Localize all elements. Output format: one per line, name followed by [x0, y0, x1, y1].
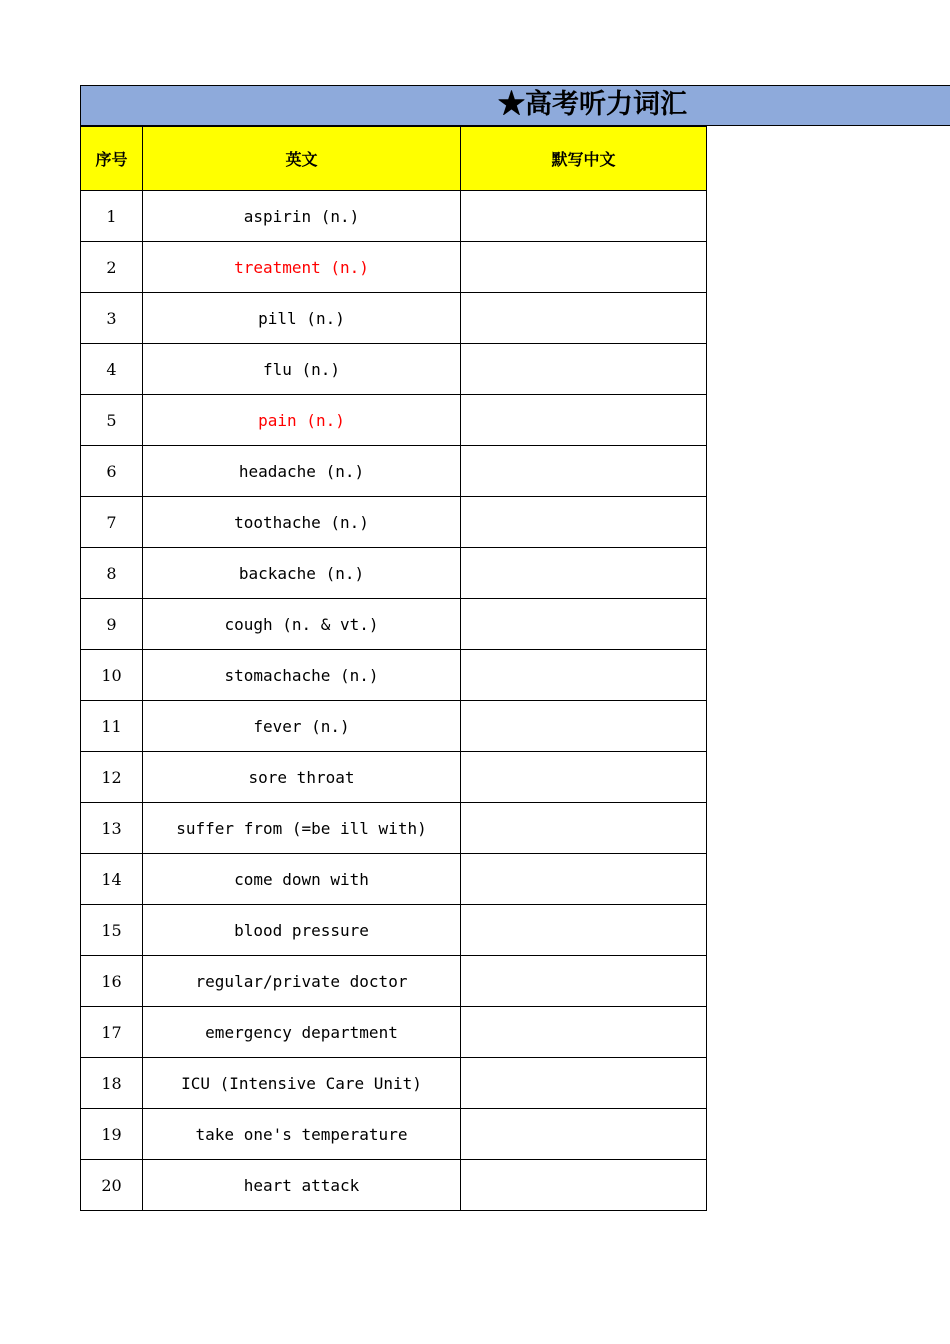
- row-number: 3: [81, 293, 143, 344]
- english-term: sore throat: [143, 752, 461, 803]
- row-number: 17: [81, 1007, 143, 1058]
- table-row: [81, 395, 707, 446]
- row-number: 5: [81, 395, 143, 446]
- english-term: toothache (n.): [143, 497, 461, 548]
- english-term: fever (n.): [143, 701, 461, 752]
- table-row: [81, 1160, 707, 1211]
- chinese-answer-cell[interactable]: [461, 446, 707, 497]
- table-row: [81, 854, 707, 905]
- table-row: [81, 599, 707, 650]
- chinese-answer-cell[interactable]: [461, 1058, 707, 1109]
- row-number: 10: [81, 650, 143, 701]
- table-row: [81, 293, 707, 344]
- table-row: [81, 650, 707, 701]
- row-number: 14: [81, 854, 143, 905]
- row-number: 16: [81, 956, 143, 1007]
- english-term: regular/private doctor: [143, 956, 461, 1007]
- chinese-answer-cell[interactable]: [461, 650, 707, 701]
- chinese-answer-cell[interactable]: [461, 599, 707, 650]
- chinese-answer-cell[interactable]: [461, 752, 707, 803]
- english-term: cough (n. & vt.): [143, 599, 461, 650]
- chinese-answer-cell[interactable]: [461, 497, 707, 548]
- table-row: [81, 803, 707, 854]
- english-term: ICU (Intensive Care Unit): [143, 1058, 461, 1109]
- english-term: backache (n.): [143, 548, 461, 599]
- chinese-answer-cell[interactable]: [461, 956, 707, 1007]
- row-number: 13: [81, 803, 143, 854]
- chinese-answer-cell[interactable]: [461, 1109, 707, 1160]
- english-term: aspirin (n.): [143, 191, 461, 242]
- row-number: 9: [81, 599, 143, 650]
- row-number: 8: [81, 548, 143, 599]
- english-term: emergency department: [143, 1007, 461, 1058]
- header-index: 序号: [81, 127, 143, 191]
- table-row: [81, 548, 707, 599]
- table-row: [81, 191, 707, 242]
- table-row: [81, 446, 707, 497]
- header-english: 英文: [143, 127, 461, 191]
- english-term: stomachache (n.): [143, 650, 461, 701]
- row-number: 6: [81, 446, 143, 497]
- chinese-answer-cell[interactable]: [461, 701, 707, 752]
- english-term: blood pressure: [143, 905, 461, 956]
- table-row: [81, 1109, 707, 1160]
- row-number: 11: [81, 701, 143, 752]
- english-term: pill (n.): [143, 293, 461, 344]
- table-row: [81, 752, 707, 803]
- header-chinese: 默写中文: [461, 127, 707, 191]
- row-number: 4: [81, 344, 143, 395]
- vocabulary-table: [80, 126, 707, 1211]
- chinese-answer-cell[interactable]: [461, 548, 707, 599]
- chinese-answer-cell[interactable]: [461, 242, 707, 293]
- row-number: 2: [81, 242, 143, 293]
- english-term: suffer from (=be ill with): [143, 803, 461, 854]
- english-term: flu (n.): [143, 344, 461, 395]
- table-row: [81, 1058, 707, 1109]
- chinese-answer-cell[interactable]: [461, 191, 707, 242]
- chinese-answer-cell[interactable]: [461, 854, 707, 905]
- table-row: [81, 956, 707, 1007]
- english-term: come down with: [143, 854, 461, 905]
- chinese-answer-cell[interactable]: [461, 1160, 707, 1211]
- chinese-answer-cell[interactable]: [461, 803, 707, 854]
- row-number: 18: [81, 1058, 143, 1109]
- chinese-answer-cell[interactable]: [461, 293, 707, 344]
- row-number: 19: [81, 1109, 143, 1160]
- row-number: 15: [81, 905, 143, 956]
- page-title: ★高考听力词汇: [498, 89, 687, 120]
- english-term: treatment (n.): [143, 242, 461, 293]
- table-row: [81, 701, 707, 752]
- table-row: [81, 905, 707, 956]
- table-body: [81, 191, 707, 1211]
- row-number: 7: [81, 497, 143, 548]
- english-term: heart attack: [143, 1160, 461, 1211]
- table-row: [81, 242, 707, 293]
- table-row: [81, 497, 707, 548]
- chinese-answer-cell[interactable]: [461, 905, 707, 956]
- chinese-answer-cell[interactable]: [461, 1007, 707, 1058]
- row-number: 20: [81, 1160, 143, 1211]
- english-term: take one's temperature: [143, 1109, 461, 1160]
- table-row: [81, 1007, 707, 1058]
- english-term: headache (n.): [143, 446, 461, 497]
- english-term: pain (n.): [143, 395, 461, 446]
- row-number: 1: [81, 191, 143, 242]
- header-row: [81, 127, 707, 191]
- title-clip: [80, 85, 706, 126]
- row-number: 12: [81, 752, 143, 803]
- table-row: [81, 344, 707, 395]
- chinese-answer-cell[interactable]: [461, 344, 707, 395]
- chinese-answer-cell[interactable]: [461, 395, 707, 446]
